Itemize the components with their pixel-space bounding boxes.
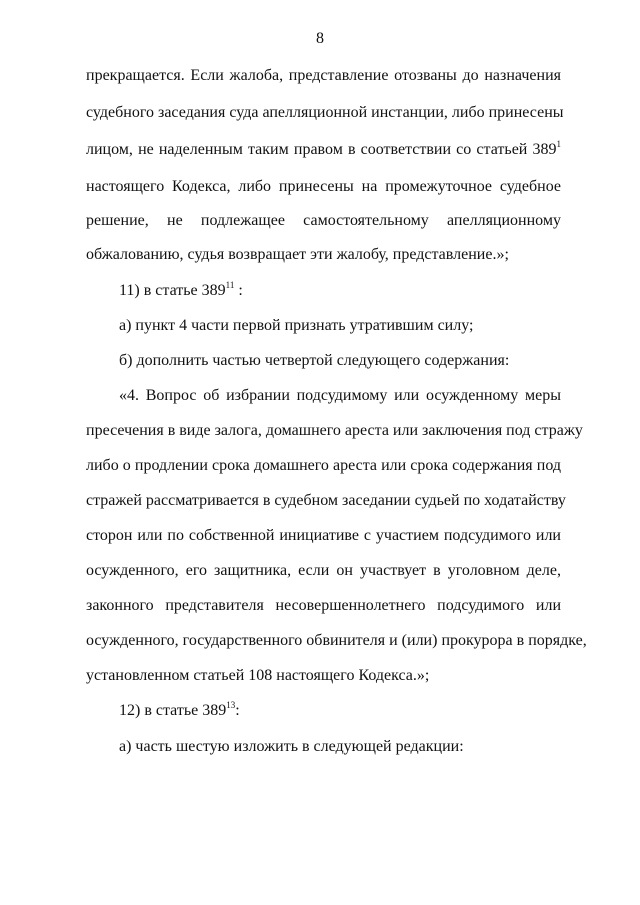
list-item-line: б) дополнить частью четвертой следующего содержания:: [119, 352, 510, 369]
text-line: прекращается. Если жалоба, представление отозваны до назначения: [86, 67, 561, 84]
quoted-text-line: осужденного, его защитника, если он участвует в уголовном деле,: [86, 562, 561, 579]
quoted-text-line: осужденного, государственного обвинителя и (или) прокурора в порядке,: [86, 632, 587, 649]
superscript: 13: [226, 699, 236, 710]
list-item-line: а) часть шестую изложить в следующей редакции:: [119, 738, 464, 755]
text-line: судебного заседания суда апелляционной инстанции, либо принесены: [86, 104, 564, 121]
text-line: настоящего Кодекса, либо принесены на промежуточное судебное: [86, 178, 561, 195]
list-item-line: [119, 701, 240, 721]
text-fragment: :: [234, 282, 243, 299]
quoted-text-line: законного представителя несовершеннолетнего подсудимого или: [86, 597, 561, 614]
text-fragment: 12) в статье 389: [119, 702, 227, 719]
text-line: обжалованию, судья возвращает эти жалобу, представление.»;: [86, 246, 509, 263]
quoted-text-line: либо о продлении срока домашнего ареста или срока содержания под: [86, 457, 561, 474]
list-item-line: а) пункт 4 части первой признать утратившим силу;: [119, 317, 474, 334]
text-fragment: лицом, не наделенным таким правом в соответствии со статьей 389: [86, 141, 557, 158]
quoted-text-line: установленном статьей 108 настоящего Кодекса.»;: [86, 667, 430, 684]
quoted-text-line: стражей рассматривается в судебном заседании судьей по ходатайству: [86, 492, 566, 509]
text-fragment: 11) в статье 389: [119, 282, 226, 299]
quoted-text-line: пресечения в виде залога, домашнего ареста или заключения под стражу: [86, 422, 583, 439]
quoted-text-line: сторон или по собственной инициативе с участием подсудимого или: [86, 527, 561, 544]
text-line: [86, 140, 561, 160]
page-number: 8: [316, 30, 324, 47]
text-fragment: :: [235, 702, 240, 719]
list-item-line: [119, 281, 243, 301]
quoted-text-line: «4. Вопрос об избрании подсудимому или осужденному меры: [119, 387, 561, 404]
text-line: решение, не подлежащее самостоятельному апелляционному: [86, 212, 561, 229]
superscript: 1: [556, 138, 561, 149]
superscript: 11: [225, 279, 235, 290]
